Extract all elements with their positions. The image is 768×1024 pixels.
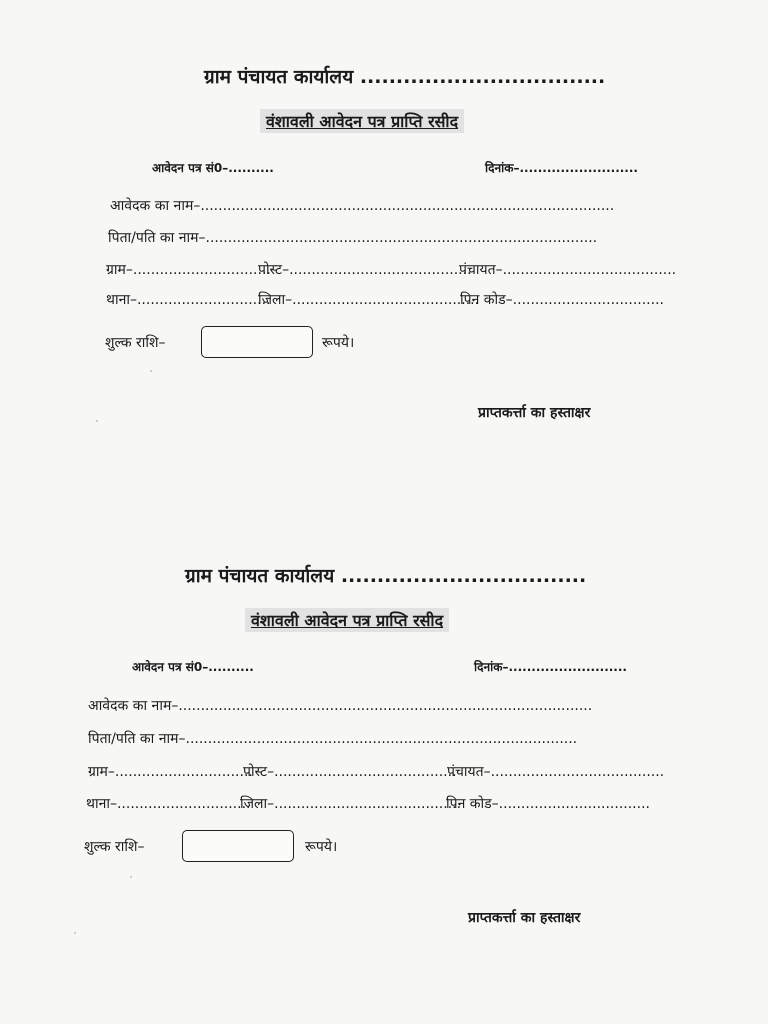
village-field[interactable]: ग्राम–............................... [106, 262, 271, 278]
application-number-field[interactable]: आवेदन पत्र सं0–.......... [152, 161, 274, 175]
scan-speck [130, 876, 132, 878]
scan-speck [150, 370, 152, 372]
panchayat-field[interactable]: पंचायत–....................................... [459, 262, 677, 278]
scan-speck [96, 420, 98, 422]
receipt-1 [0, 0, 768, 440]
post-field[interactable]: पोस्ट–......................................... [258, 262, 472, 278]
receipt-title: वंशावली आवेदन पत्र प्राप्ति रसीद [245, 608, 449, 632]
pin-code-field[interactable]: पिन कोड–.................................. [446, 796, 650, 812]
fee-amount-box[interactable] [182, 830, 294, 862]
police-station-field[interactable]: थाना–.............................. [86, 796, 251, 812]
father-husband-name-field[interactable]: पिता/पति का नाम–........................................................................................ [88, 731, 578, 747]
receipt-2 [0, 500, 768, 940]
receipt-title: वंशावली आवेदन पत्र प्राप्ति रसीद [260, 109, 464, 133]
rupees-label: रूपये। [305, 839, 338, 855]
village-field[interactable]: ग्राम–............................... [88, 764, 253, 780]
receiver-signature-label: प्राप्तकर्त्ता का हस्ताक्षर [478, 405, 591, 421]
date-field[interactable]: दिनांक–.......................... [474, 660, 627, 674]
applicant-name-field[interactable]: आवेदक का नाम–............................................................................................. [110, 198, 615, 214]
fee-amount-box[interactable] [201, 326, 313, 358]
district-field[interactable]: जिला–.......................................... [240, 796, 462, 812]
date-field[interactable]: दिनांक–.......................... [485, 161, 638, 175]
district-field[interactable]: जिला–.......................................... [258, 292, 480, 308]
pin-code-field[interactable]: पिन कोड–.................................. [460, 292, 664, 308]
rupees-label: रूपये। [322, 335, 355, 351]
fee-label: शुल्क राशि– [105, 335, 166, 351]
scan-speck [74, 932, 76, 934]
post-field[interactable]: पोस्ट–......................................... [243, 764, 457, 780]
police-station-field[interactable]: थाना–.............................. [106, 292, 271, 308]
applicant-name-field[interactable]: आवेदक का नाम–............................................................................................. [88, 698, 593, 714]
fee-label: शुल्क राशि– [84, 839, 145, 855]
application-number-field[interactable]: आवेदन पत्र सं0–.......... [132, 660, 254, 674]
panchayat-field[interactable]: पंचायत–....................................... [447, 764, 665, 780]
receiver-signature-label: प्राप्तकर्त्ता का हस्ताक्षर [468, 910, 581, 926]
office-title: ग्राम पंचायत कार्यालय .................................. [185, 565, 587, 587]
father-husband-name-field[interactable]: पिता/पति का नाम–........................................................................................ [108, 230, 598, 246]
office-title: ग्राम पंचायत कार्यालय .................................. [204, 66, 606, 88]
